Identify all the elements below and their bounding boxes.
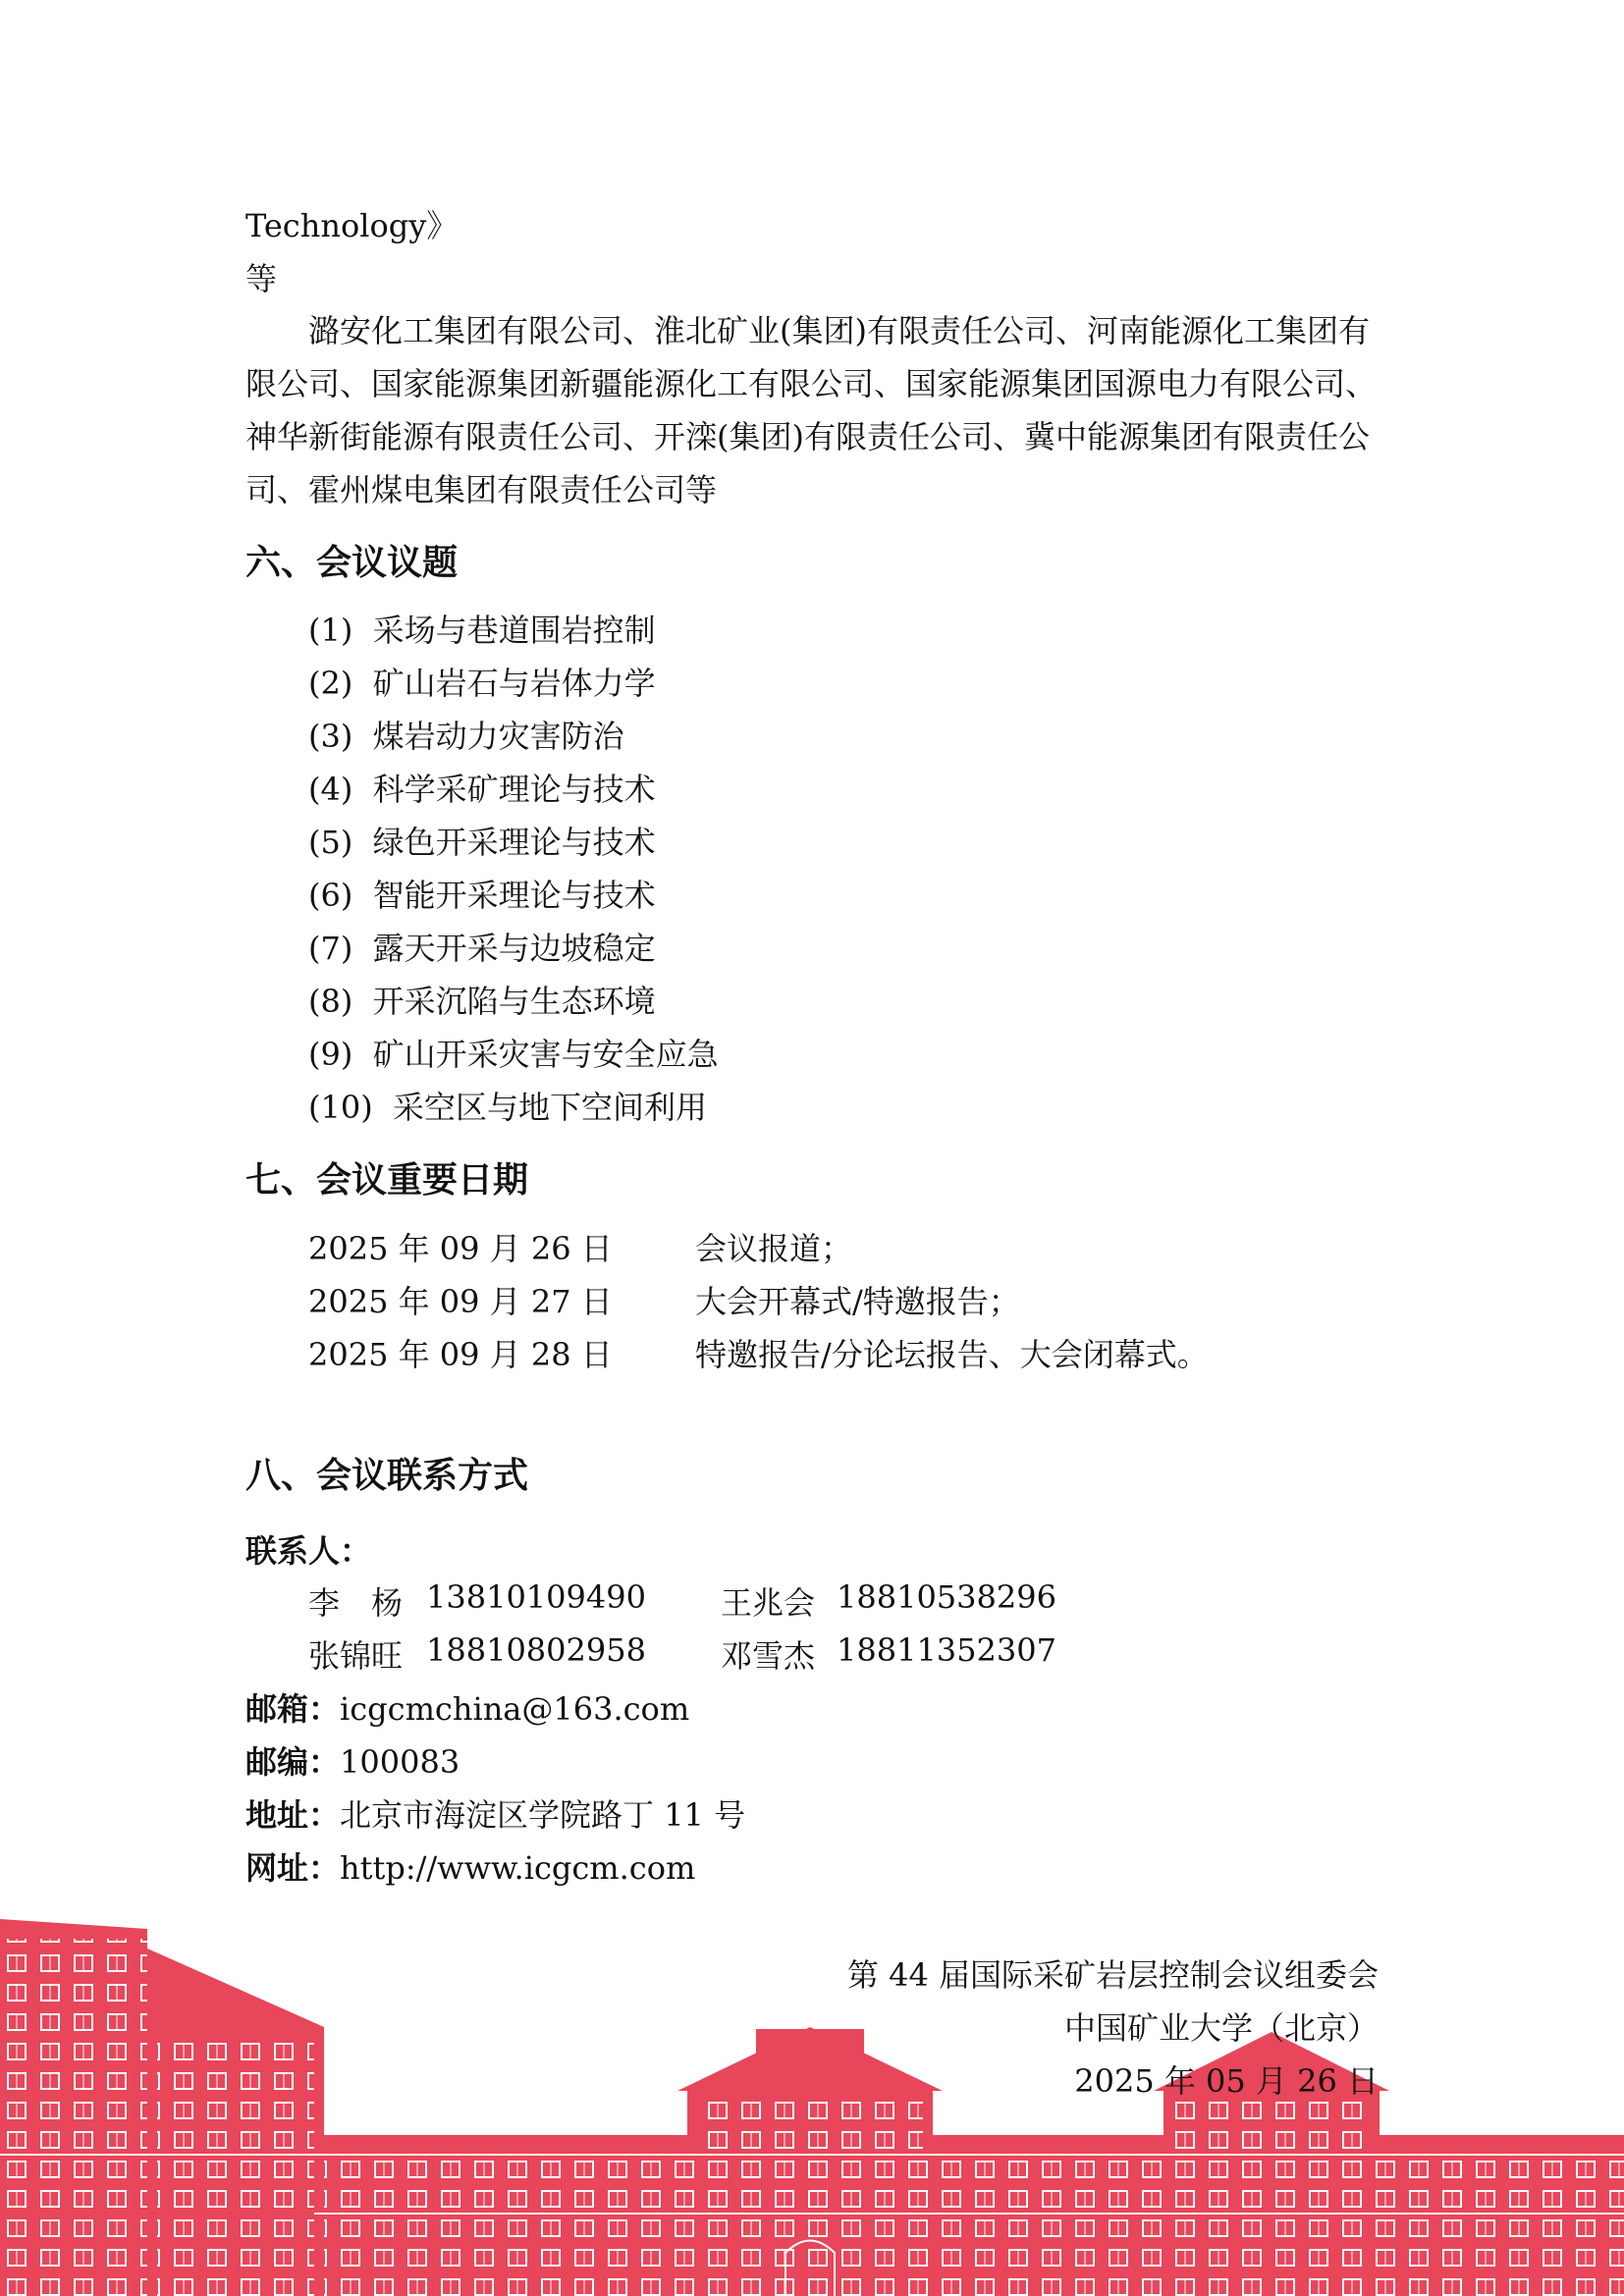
contact-name: 邓雪杰 — [721, 1637, 816, 1675]
postcode-label: 邮编： — [245, 1743, 341, 1781]
contact-name: 李 杨 — [308, 1584, 404, 1622]
topic-num: (6) — [308, 877, 353, 914]
contact-name: 张锦旺 — [308, 1637, 404, 1675]
topic-item — [308, 606, 656, 651]
date-cell: 2025 年 09 月 26 日 — [308, 1230, 613, 1267]
topic-text: 露天开采与边坡稳定 — [372, 930, 656, 967]
date-cell: 2025 年 09 月 27 日 — [308, 1283, 613, 1320]
topic-text: 智能开采理论与技术 — [372, 877, 656, 914]
topic-num: (4) — [308, 771, 353, 808]
topic-num: (8) — [308, 983, 353, 1020]
signature-university: 中国矿业大学（北京） — [1063, 2009, 1379, 2047]
topic-item — [308, 765, 656, 810]
deng-line: 等 — [245, 260, 278, 297]
topic-text: 矿山开采灾害与安全应急 — [372, 1036, 719, 1073]
postcode-value: 100083 — [340, 1743, 460, 1781]
contact-phone: 18811352307 — [837, 1631, 1056, 1669]
contact-heading: 八、会议联系方式 — [245, 1456, 529, 1496]
topic-num: (3) — [308, 718, 353, 755]
topic-item — [308, 1083, 707, 1128]
signature-date: 2025 年 05 月 26 日 — [1074, 2062, 1379, 2100]
companies-paragraph: 潞安化工集团有限公司、淮北矿业(集团)有限责任公司、河南能源化工集团有限公司、国家能源集团新疆能源化工有限公司、国家能源集团国源电力有限公司、神华新街能源有限责任公司、开滦(集团)有限责任公司、冀中能源集团有限责任公司、霍州煤电集团有限责任公司等 — [245, 312, 1378, 508]
topic-text: 采空区与地下空间利用 — [393, 1089, 708, 1126]
signature-organizer: 第 44 届国际采矿岩层控制会议组委会 — [846, 1956, 1379, 1994]
topic-text: 煤岩动力灾害防治 — [372, 718, 624, 755]
website-row — [245, 1843, 695, 1889]
event-cell: 会议报道； — [695, 1230, 853, 1267]
campus-building-illustration — [0, 1919, 1624, 2296]
contacts-label: 联系人： — [245, 1532, 372, 1570]
topic-num: (9) — [308, 1036, 353, 1073]
event-cell: 大会开幕式/特邀报告； — [695, 1283, 1020, 1320]
topic-num: (7) — [308, 930, 353, 967]
topic-item — [308, 818, 656, 863]
technology-line: Technology》 — [245, 207, 459, 244]
contact-name: 王兆会 — [721, 1584, 816, 1622]
topic-item — [308, 871, 656, 916]
address-label: 地址： — [245, 1796, 341, 1834]
address-row — [245, 1790, 745, 1836]
postcode-row — [245, 1737, 460, 1783]
contact-phone: 18810538296 — [837, 1578, 1056, 1616]
topic-text: 开采沉陷与生态环境 — [372, 983, 656, 1020]
address-value: 北京市海淀区学院路丁 11 号 — [340, 1796, 746, 1834]
topic-item — [308, 1030, 719, 1075]
topic-item — [308, 977, 656, 1022]
topic-num: (2) — [308, 665, 353, 702]
topic-text: 矿山岩石与岩体力学 — [372, 665, 656, 702]
topic-num: (10) — [308, 1089, 373, 1126]
website-link[interactable]: http://www.icgcm.com — [340, 1849, 696, 1887]
email-link[interactable]: icgcmchina@163.com — [340, 1690, 690, 1728]
email-label: 邮箱： — [245, 1690, 341, 1728]
topic-item — [308, 659, 656, 704]
topic-num: (5) — [308, 824, 353, 861]
event-cell: 特邀报告/分论坛报告、大会闭幕式。 — [695, 1336, 1209, 1373]
dates-heading: 七、会议重要日期 — [245, 1160, 529, 1201]
topic-text: 科学采矿理论与技术 — [372, 771, 656, 808]
website-label: 网址： — [245, 1849, 341, 1887]
topic-text: 绿色开采理论与技术 — [372, 824, 656, 861]
topic-num: (1) — [308, 612, 353, 649]
topics-heading: 六、会议议题 — [245, 543, 459, 583]
contact-phone: 18810802958 — [426, 1631, 646, 1669]
topic-item — [308, 712, 624, 757]
contact-phone: 13810109490 — [426, 1578, 646, 1616]
date-cell: 2025 年 09 月 28 日 — [308, 1336, 613, 1373]
email-row — [245, 1684, 689, 1730]
topic-text: 采场与巷道围岩控制 — [372, 612, 656, 649]
topic-item — [308, 924, 656, 969]
